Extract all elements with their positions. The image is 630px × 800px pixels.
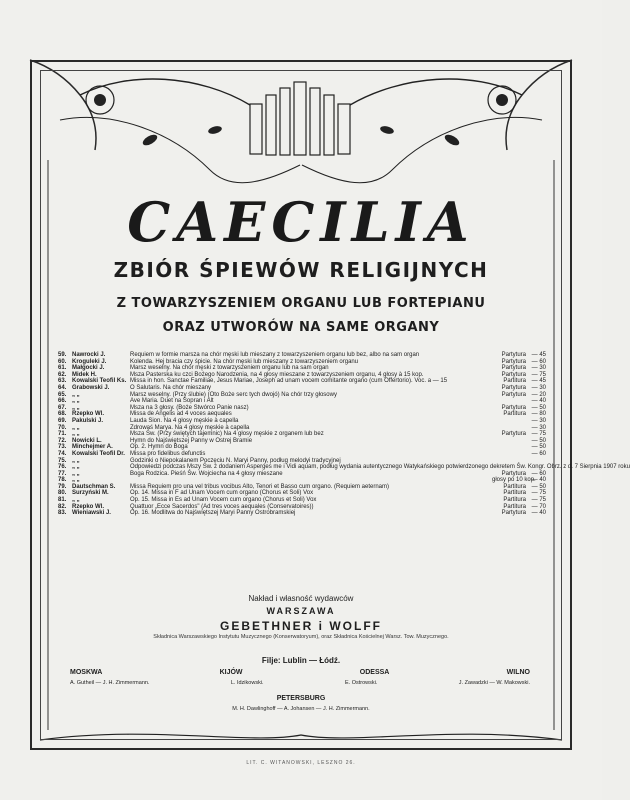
list-item (58, 451, 546, 458)
item-price: — 40 (531, 398, 546, 405)
item-price: — 20 (531, 391, 546, 398)
item-edition: Partytura (501, 358, 526, 365)
item-composer: Rzepko Wl. (72, 503, 105, 510)
item-price: — 60 (531, 450, 546, 457)
catalog-list (58, 352, 630, 517)
item-composer: Pakulski J. (72, 417, 104, 424)
item-edition: Partitura (503, 378, 526, 385)
cover-line-2: Z TOWARZYSZENIEM ORGANU LUB FORTEPIANU (116, 296, 486, 311)
item-composer: „ „ (72, 497, 80, 504)
item-title: Marsz weselny. (Przy ślubie) (Oto Boże serc tych dwojó) Na chór trzy głosowy (130, 391, 337, 398)
item-number: 62. (58, 371, 67, 378)
agent-cities (70, 669, 530, 676)
item-title: Kolenda. Hej bracia czy śpicie. Na chór męski lub mieszany z towarzyszeniem organu (130, 358, 359, 365)
item-price: — 30 (531, 365, 546, 372)
item-title: Msza na 3 głosy. (Boże Stwórco Panie nasz) (130, 404, 249, 411)
publisher-description: Składnica Warszawskiego Instytutu Muzycznego (Konserwatoryum), oraz Składnica Kościelnej Warsz. Tow. Muzycznego. (153, 634, 449, 640)
publisher-note: Nakład i własność wydawców (248, 594, 354, 603)
cover-line-3: ORAZ UTWORÓW NA SAME ORGANY (162, 320, 440, 335)
item-price: — 40 (531, 510, 546, 517)
item-edition: Partitura (503, 503, 526, 510)
agent-name: J. Zawadzki — W. Makowski. (458, 680, 530, 686)
item-title: Lauda Sion. Na 4 głosy męskie à capella (130, 417, 239, 424)
item-edition: Partitura (503, 411, 526, 418)
item-composer: „ „ (72, 404, 80, 411)
publisher-city: WARSZAWA (266, 606, 336, 616)
item-number: 66. (58, 398, 67, 405)
item-composer: „ „ (72, 457, 80, 464)
item-composer: Wieniawski J. (72, 510, 111, 517)
item-price: — 60 (531, 470, 546, 477)
cover-title: CAECILIA (127, 190, 475, 254)
item-composer: Rzepko Wl. (72, 411, 105, 418)
item-title: Requiem w formie marsza na chór męski lub mieszany z towarzyszeniem organu lub bez, albo na sam organ (130, 352, 420, 358)
item-number: 77. (58, 470, 67, 477)
item-edition: głosy po 10 kop. (492, 477, 536, 484)
item-edition: Partitura (503, 483, 526, 490)
item-number: 65. (58, 391, 67, 398)
list-item (58, 385, 546, 392)
item-edition: Partytura (501, 391, 526, 398)
agent-name: E. Ostrowski. (344, 680, 378, 686)
item-price: — 50 (531, 444, 546, 451)
item-number: 59. (58, 352, 67, 358)
item-price: — 80 (531, 411, 546, 418)
agent-city-petersburg: PETERSBURG (276, 695, 326, 702)
list-item (58, 497, 546, 504)
item-edition: Partytura (501, 365, 526, 372)
list-item (58, 359, 546, 366)
item-number: 67. (58, 404, 67, 411)
agent-names (70, 680, 530, 686)
item-price: — 50 (531, 404, 546, 411)
item-number: 73. (58, 444, 67, 451)
item-number: 64. (58, 384, 67, 391)
item-title: O Salutaris. Na chór mieszany (130, 384, 212, 391)
item-title: Hymn do Najświętszej Panny w Ostrej Bramie (130, 437, 253, 444)
item-number: 60. (58, 358, 67, 365)
item-number: 68. (58, 411, 67, 418)
agent-name: A. Gutheil — J. H. Zimmermann. (70, 680, 150, 686)
item-title: Missa Requiem pro una vel tribus vocibus Alto, Tenori et Basso cum organo. (Requiem aeternam) (130, 483, 390, 490)
item-price: — 45 (531, 378, 546, 385)
list-item (58, 444, 546, 451)
item-composer: „ „ (72, 424, 80, 431)
item-price: — 30 (531, 417, 546, 424)
list-item (58, 365, 546, 372)
item-composer: Kowalski Teofil Dr. (72, 450, 125, 457)
item-number: 63. (58, 378, 67, 385)
item-composer: Minchejmer A. (72, 444, 113, 451)
item-title: Zdrowaś Marya. Na 4 głosy męskie à capella (130, 424, 250, 431)
item-composer: „ „ (72, 464, 80, 471)
item-title: Op. 2. Hymn do Boga (130, 444, 188, 451)
list-item (58, 398, 546, 405)
item-price: — 75 (531, 490, 546, 497)
item-composer: Małgocki J. (72, 365, 105, 372)
list-item (58, 464, 630, 471)
list-item (58, 411, 546, 418)
list-item (58, 490, 546, 497)
agent-city: ODESSA (359, 669, 390, 676)
item-composer: Surzyński M. (72, 490, 109, 497)
item-price: — 30 (531, 384, 546, 391)
item-composer: Kroguleki J. (72, 358, 107, 365)
printer-imprint: LIT. C. WITANOWSKI, LESZNO 26. (246, 760, 356, 766)
list-item (58, 504, 546, 511)
item-composer: Dautschman S. (72, 483, 116, 490)
item-composer: Grabowski J. (72, 384, 110, 391)
item-number: 69. (58, 417, 67, 424)
item-number: 71. (58, 431, 67, 438)
list-item (58, 418, 546, 425)
list-item (58, 477, 546, 484)
item-price: — 45 (531, 352, 546, 358)
item-price: — 40 (531, 477, 546, 484)
item-composer: Nawrocki J. (72, 352, 106, 358)
item-edition: Partytura (501, 371, 526, 378)
item-title: Boga Rodzica. Pieśń Św. Wojciecha na 4 głosy mieszane (130, 470, 283, 477)
item-price: — 75 (531, 431, 546, 438)
item-title: Marsz weselny. Na chór męski z towarzyszeniem organu lub na sam organ (130, 365, 329, 372)
item-title: Quattuor „Ecce Sacerdos" (Ad tres voces aequales (Conservatoires)) (130, 503, 314, 510)
item-composer: „ „ (72, 431, 80, 438)
item-title: Missa in hon. Sanctae Familiae, Jesus Mariae, Joseph ad unam vocem comitante organo (cum Offertorio). Voc. a — 15 (130, 378, 448, 385)
list-item (58, 471, 546, 478)
item-price: — 75 (531, 371, 546, 378)
list-item (58, 510, 546, 517)
cover-subtitle: ZBIÓR ŚPIEWÓW RELIGIJNYCH (113, 258, 489, 282)
agent-city: MOSKWA (70, 669, 103, 676)
item-edition: Partytura (501, 352, 526, 358)
item-title: Op. 15. Missa in Es ad Unam Vocem cum organo (Chorus et Soli) Vox (130, 497, 317, 504)
item-composer: „ „ (72, 398, 80, 405)
item-price: — 50 (531, 483, 546, 490)
item-title: Missa pro fidelibus defunctis (130, 450, 206, 457)
item-price: — 75 (531, 497, 546, 504)
item-title: Op. 14. Missa in F ad Unam Vocem cum organo (Chorus et Soli) Vox (130, 490, 314, 497)
item-number: 76. (58, 464, 67, 471)
item-number: 82. (58, 503, 67, 510)
item-composer: „ „ (72, 470, 80, 477)
item-title: Msza Św. (Przy świętych tajemnic) Na 4 głosy męskie z organem lub bez (130, 431, 324, 438)
list-item (58, 405, 546, 412)
item-composer: „ „ (72, 391, 80, 398)
item-edition: Partytura (501, 431, 526, 438)
item-number: 74. (58, 450, 67, 457)
item-number: 83. (58, 510, 67, 517)
item-number: 75. (58, 457, 67, 464)
item-title: Odpowiedzi podczas Mszy Św. z dodaniem Asperges me i Vidi aquam, podług wydania autentycznego Watykańskiego potwierdzonego dekretem Św. Kongr. Obrz. z d. 7 Sierpnia 1907 roku (130, 464, 630, 471)
agent-names-petersburg: M. H. Dawlinghoff — A. Johansen — J. H. Zimmermann. (232, 706, 370, 712)
agent-city: WILNO (506, 669, 530, 676)
item-title: Msza Pasterska ku czci Bożego Narodzenia, na 4 głosy mieszane z towarzyszeniem organu, 4 głosy à 15 kop. (130, 371, 424, 378)
item-number: 81. (58, 497, 67, 504)
item-edition: Partitura (503, 490, 526, 497)
item-title: Godzinki o Niepokalanem Poczęciu N. Maryi Panny, podług melodyi tradycyjnej (130, 457, 341, 464)
list-item (58, 352, 546, 359)
item-composer: Kowalski Teofil Ks. (72, 378, 127, 385)
agent-city: KIJÓW (219, 669, 243, 676)
item-edition: Partytura (501, 510, 526, 517)
item-number: 78. (58, 477, 67, 484)
publisher-branches: Filje: Lublin — Łódź. (261, 656, 341, 665)
list-item (58, 484, 546, 491)
item-composer: Nowicki L. (72, 437, 102, 444)
item-title: Ave Maria. Duet na Sopran i Alt (130, 398, 214, 405)
item-edition: Partytura (501, 470, 526, 477)
publisher-name: GEBETHNER i WOLFF (220, 619, 382, 633)
item-composer: Midek H. (72, 371, 97, 378)
item-price: — 70 (531, 503, 546, 510)
agent-name: L. Idzikowski. (230, 680, 264, 686)
item-number: 70. (58, 424, 67, 431)
item-number: 61. (58, 365, 67, 372)
list-item (58, 372, 546, 379)
item-number: 79. (58, 483, 67, 490)
item-price: — 60 (531, 358, 546, 365)
list-item (58, 378, 546, 385)
item-edition: Partitura (503, 497, 526, 504)
item-edition: Partytura (501, 384, 526, 391)
item-number: 72. (58, 437, 67, 444)
item-edition: Partytura (501, 404, 526, 411)
item-title: Op. 16. Modlitwa do Najświętszej Maryi Panny Ostrobramskiej (130, 510, 296, 517)
item-price: — 50 (531, 437, 546, 444)
list-item (58, 392, 546, 399)
item-number: 80. (58, 490, 67, 497)
item-composer: „ „ (72, 477, 80, 484)
item-title: Missa de Angelis ad 4 voces aequales (130, 411, 232, 418)
list-item (58, 438, 546, 445)
item-price: — 30 (531, 424, 546, 431)
list-item (58, 431, 546, 438)
